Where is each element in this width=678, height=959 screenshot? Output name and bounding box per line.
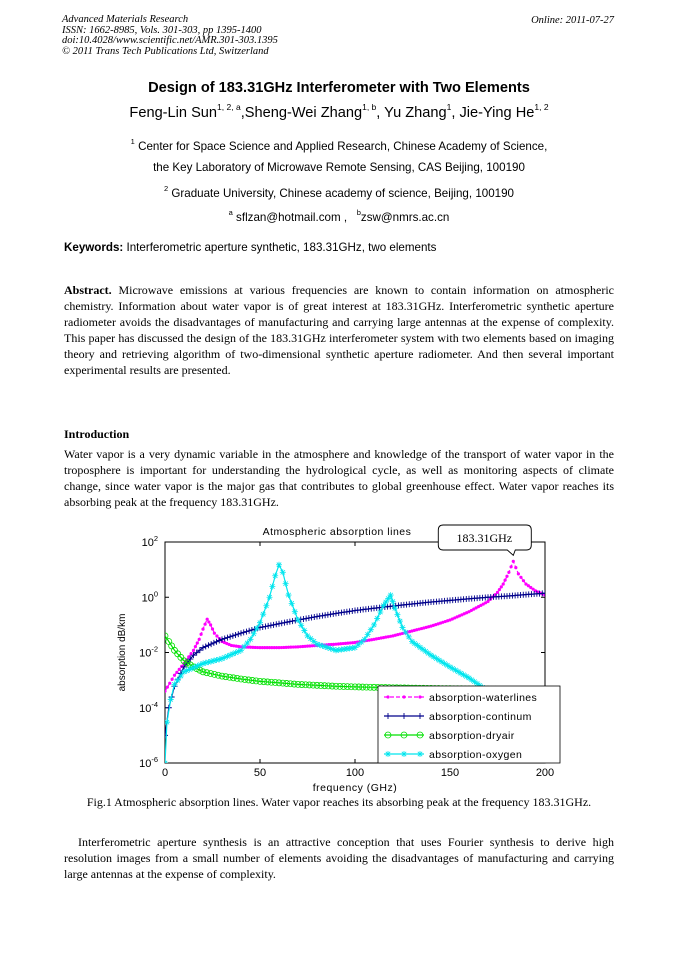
affiliation-line-2: the Key Laboratory of Microwave Remote Sensing, CAS Beijing, 100190 [153,161,525,174]
data-point [209,623,212,626]
abstract-label: Abstract. [64,283,112,297]
data-point [507,571,510,574]
author-affiliation-mark: 1, 2, a [217,102,241,112]
data-point [509,565,512,568]
data-point [206,618,209,621]
data-point [522,579,525,582]
data-point [260,611,266,617]
x-tick-label: 50 [253,767,267,779]
data-point [371,622,377,628]
legend-label: absorption-oxygen [429,749,523,761]
email-line [0,208,678,224]
data-point [292,609,298,615]
data-point [403,629,409,635]
data-point [248,636,254,642]
figure-caption: Fig.1 Atmospheric absorption lines. Water vapor reaches its absorbing peak at the frequency 183.31GHz. [86,795,592,809]
data-point [298,622,304,628]
copyright-line: © 2011 Trans Tech Publications Ltd, Switzerland [62,45,269,57]
annotation-text: 183.31GHz [456,531,513,545]
data-point [269,584,275,590]
x-tick-label: 100 [345,767,365,779]
data-point [194,645,197,648]
y-tick-label: $10^{-6}$ [139,755,158,770]
data-point [390,599,396,605]
data-point [500,585,503,588]
email-mark: a [228,208,233,217]
y-tick-label: $10^0$ [141,589,158,605]
data-point [365,632,371,638]
data-point [519,576,522,579]
x-tick-label: 200 [535,767,555,779]
author-name: , Jie-Ying He [451,105,535,121]
y-axis-label: absorption dB/km [117,613,128,692]
data-point [377,609,383,615]
data-point [251,631,257,637]
data-point [374,615,380,621]
email-b: zsw@nmrs.ac.cn [360,211,450,224]
data-point [207,620,210,623]
author-list [0,102,678,121]
author-name: , Yu Zhang [376,105,447,121]
data-point [417,751,423,757]
data-point [498,588,501,591]
data-point [168,682,171,685]
data-point [397,618,403,624]
author-affiliation-mark: 1, b [362,102,377,112]
data-point [187,655,190,658]
email-mark: b [356,208,361,217]
data-point [504,579,507,582]
data-point [418,695,421,698]
y-tick-label: $10^{-2}$ [139,644,158,660]
data-point [180,665,183,668]
data-point [286,592,292,598]
data-point [400,625,406,631]
chart-title: Atmospheric absorption lines [262,526,412,538]
legend-label: absorption-waterlines [429,692,538,704]
data-point [392,605,398,611]
legend-label: absorption-continum [429,711,532,723]
journal-header [62,15,278,57]
data-point [203,623,206,626]
affiliation-text: Center for Space Science and Applied Research, Chinese Academy of Science, [134,140,548,153]
data-point [486,600,489,603]
affiliation-mark: 1 [130,137,135,146]
data-point [496,591,499,594]
y-tick-label: $10^{-4}$ [139,699,158,715]
data-point [200,633,203,636]
data-point [215,634,218,637]
data-point [386,695,389,698]
data-point [514,566,517,569]
data-point [192,649,195,652]
legend-label: absorption-dryair [429,730,515,742]
data-point [196,641,199,644]
data-point [406,634,412,640]
y-tick-label: $10^2$ [141,534,158,549]
data-point [178,673,184,679]
abstract [64,283,614,378]
data-point [263,603,269,609]
x-tick-label: 0 [161,767,169,779]
data-point [280,569,286,575]
data-point [368,627,374,633]
affiliation-line-1 [0,137,678,153]
data-point [502,582,505,585]
data-point [512,560,515,563]
keywords [64,241,436,254]
data-point [394,612,400,618]
data-point [283,581,289,587]
x-tick-label: 150 [440,767,460,779]
issn-line: ISSN: 1662-8985, Vols. 301-303, pp 1395-1400 [62,24,262,36]
data-point [295,617,301,623]
author-name: ,Sheng-Wei Zhang [240,105,363,121]
intro-paragraph-1: Water vapor is a very dynamic variable in the atmosphere and knowledge of the transport of water vapor in the troposphere is important for understanding the hydrological cycle, as well as monitoring aspects of climate change, since water vapor is the major gas that contributes to global greenhouse effect. Water vapor reaches its absorbing peak at the frequency 183.31GHz. [64,447,614,509]
abstract-text: Microwave emissions at various frequencies are known to contain information on atmospheric chemistry. Information about water vapor is of great interest at 183.31GHz. Interferometric synthetic aperture radiometer avoids the disadvantages of manufacturing and carrying large antennas at the expense of complexity. This paper has discussed the design of the 183.31GHz interferometer system with two elements based on imaging theory and retrieving algorithm of two-dimensional synthetic aperture radiometer. And then several important experimental results are presented. [64,283,614,377]
journal-name: Advanced Materials Research [62,14,189,25]
data-point [401,751,407,757]
data-point [388,592,394,598]
data-point [272,573,278,579]
affiliation-line-3 [0,184,678,200]
affiliation-text: Graduate University, Chinese academy of science, Beijing, 100190 [168,187,515,200]
data-point [171,678,174,681]
data-point [213,632,216,635]
data-point [505,575,508,578]
data-point [267,594,273,600]
data-point [362,636,368,642]
data-point [385,751,391,757]
section-heading: Introduction [64,427,130,441]
doi-line: doi:10.4028/www.scientific.net/AMR.301-303.1395 [62,35,278,47]
email-a: sflzan@hotmail.com , [232,211,348,224]
data-point [517,572,520,575]
paper-title: Design of 183.31GHz Interferometer with Two Elements [148,80,530,96]
data-point [289,600,295,606]
intro-paragraph-2: Interferometric aperture synthesis is an attractive conception that uses Fourier synthesis to derive high resolution images from a small number of elements avoiding the disadvantages of manufacturing and carrying large antennas at the expense of complexity. [64,835,614,881]
data-point [166,686,169,689]
data-point [276,562,282,568]
author-name: Feng-Lin Sun [129,105,218,121]
keywords-label: Keywords: [64,241,124,254]
x-axis-label: frequency (GHz) [312,782,398,794]
data-point [198,638,201,641]
data-point [173,674,176,677]
data-point [301,628,307,634]
data-point [175,677,181,683]
data-point [254,625,260,631]
data-point [402,695,405,698]
affiliation-mark: 2 [163,184,169,193]
legend [378,686,560,763]
absorption-chart [105,520,565,795]
data-point [201,628,204,631]
data-point [172,681,178,687]
data-point [178,668,181,671]
data-point [257,620,263,626]
author-affiliation-mark: 1, 2 [534,102,549,112]
data-point [211,627,214,630]
data-point [168,696,174,702]
keywords-text: Interferometric aperture synthetic, 183.31GHz, two elements [123,241,437,254]
author-affiliation-mark: 1 [446,102,452,112]
online-date: Online: 2011-07-27 [531,15,614,26]
